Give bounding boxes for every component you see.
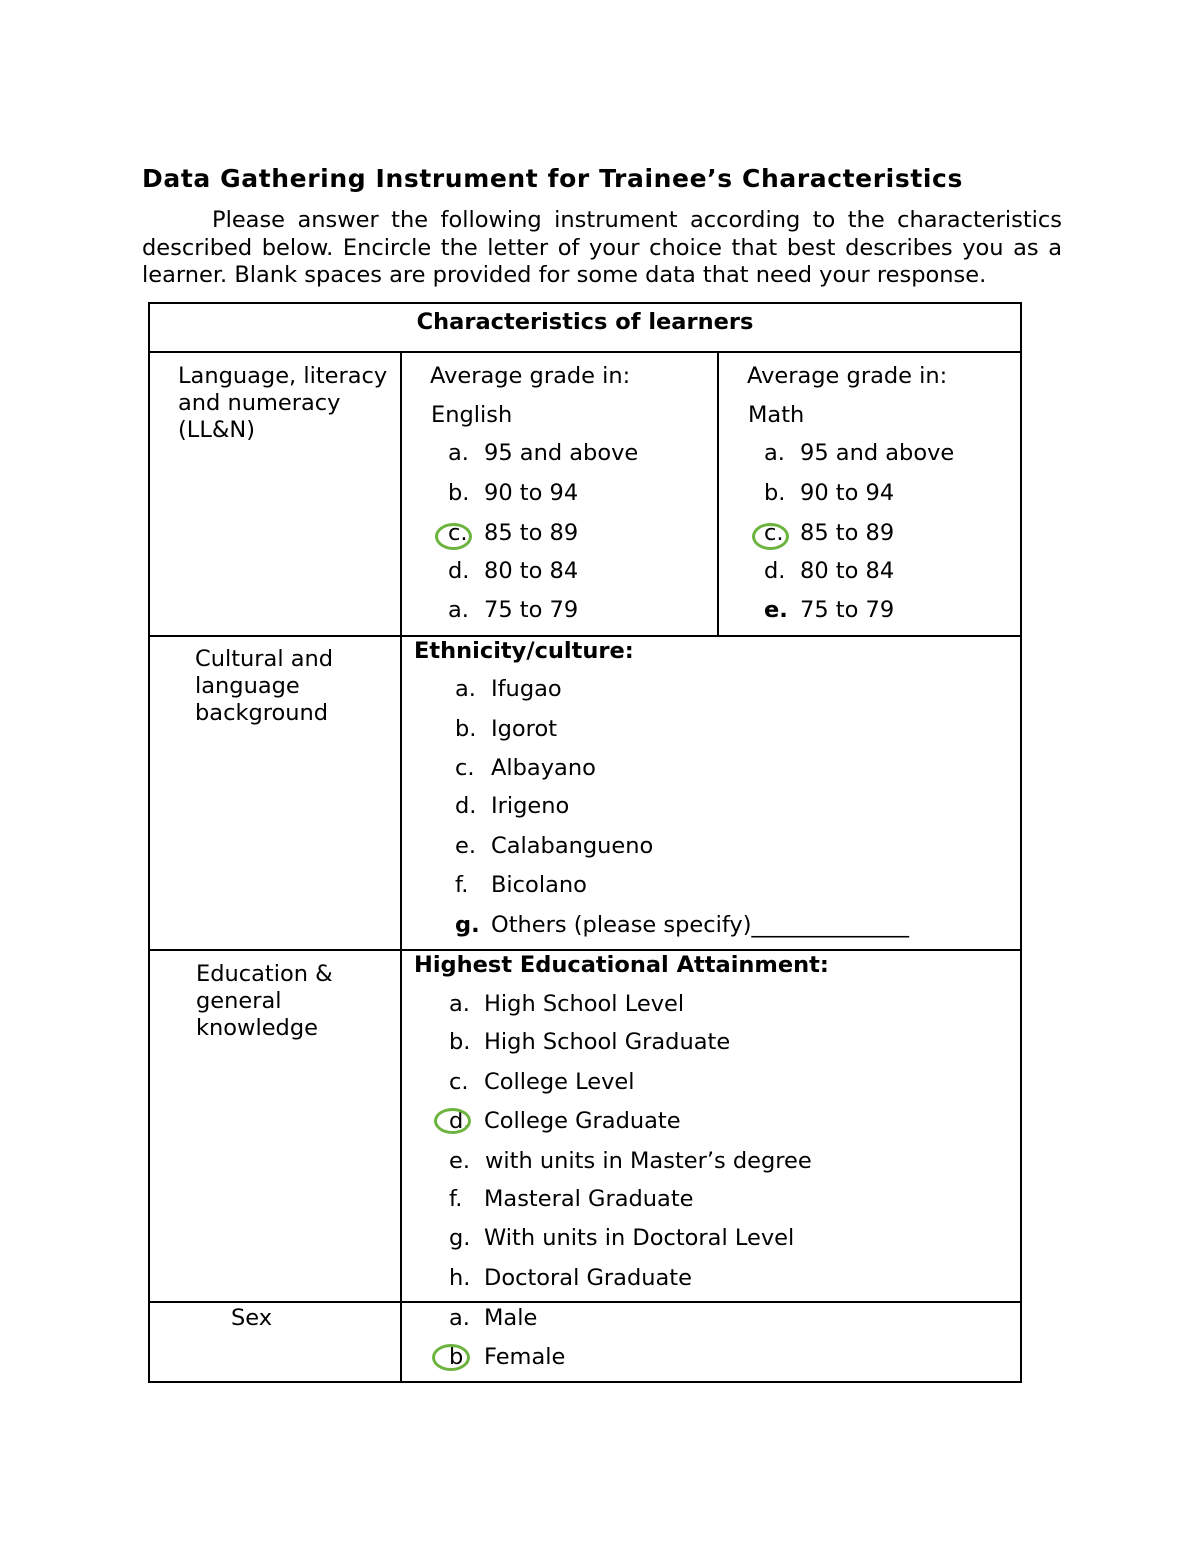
option-letter: g. [455, 912, 480, 938]
option-letter: d. [455, 793, 477, 819]
option-letter: e. [764, 597, 788, 623]
english-heading: Average grade in: [430, 363, 631, 389]
math-heading: Average grade in: [747, 363, 948, 389]
option-text: Doctoral Graduate [484, 1265, 692, 1291]
selected-circle-education [434, 1108, 471, 1134]
option-text: With units in Doctoral Level [484, 1225, 795, 1251]
option-text: 80 to 84 [800, 558, 895, 584]
option-letter: a. [449, 991, 470, 1017]
lln-label: Language, literacy and numeracy (LL&N) [178, 363, 388, 443]
option-text: High School Graduate [484, 1029, 731, 1055]
english-option-b[interactable] [448, 480, 579, 507]
culture-option-a[interactable] [455, 676, 562, 703]
option-text: High School Level [484, 991, 685, 1017]
math-option-a[interactable] [764, 440, 955, 467]
option-text: Masteral Graduate [484, 1186, 694, 1212]
selected-circle-sex [432, 1344, 470, 1371]
culture-option-c[interactable] [455, 755, 596, 782]
option-letter: a. [449, 1305, 470, 1331]
sex-label: Sex [231, 1305, 273, 1331]
culture-heading: Ethnicity/culture: [414, 638, 634, 664]
option-letter: b. [764, 480, 786, 506]
option-text: 80 to 84 [484, 558, 579, 584]
option-text: Igorot [491, 716, 558, 742]
option-letter: h. [449, 1265, 471, 1291]
education-heading: Highest Educational Attainment: [414, 952, 829, 978]
education-option-b[interactable] [449, 1029, 731, 1056]
option-letter: d. [764, 558, 786, 584]
option-text: Bicolano [491, 872, 587, 898]
education-option-e[interactable] [449, 1148, 812, 1175]
option-text: with units in Master’s degree [485, 1148, 812, 1174]
option-letter: c. [455, 755, 475, 781]
option-text: 75 to 79 [484, 597, 579, 623]
option-letter: b. [449, 1029, 471, 1055]
option-letter: e. [449, 1148, 470, 1174]
selected-circle-math [752, 523, 789, 550]
culture-option-e[interactable] [455, 833, 654, 860]
option-letter: g. [449, 1225, 471, 1251]
culture-option-d[interactable] [455, 793, 570, 820]
sex-option-a[interactable] [449, 1305, 538, 1332]
english-option-d[interactable] [448, 558, 579, 585]
option-letter: a. [448, 440, 469, 466]
option-text: 85 to 89 [484, 520, 579, 546]
culture-option-f[interactable] [455, 872, 587, 899]
option-text: 85 to 89 [800, 520, 895, 546]
option-text: 95 and above [800, 440, 955, 466]
option-text: College Level [484, 1069, 635, 1095]
table-header: Characteristics of learners [416, 309, 754, 335]
option-text: Ifugao [491, 676, 562, 702]
option-text: Female [484, 1344, 566, 1370]
option-letter: b. [449, 1344, 471, 1370]
english-subject: English [431, 402, 513, 428]
option-letter: b. [455, 716, 477, 742]
option-text: Irigeno [491, 793, 570, 819]
instructions-paragraph: Please answer the following instrument according to the characteristics described below. Encircle the letter of your choice that best describes you as a learner. Blank spaces are provided for some data that need your response. [142, 207, 1062, 288]
math-option-b[interactable] [764, 480, 895, 507]
culture-label: Cultural and language background [195, 646, 334, 726]
option-letter: c. [448, 520, 468, 546]
math-subject: Math [748, 402, 805, 428]
option-text: Albayano [491, 755, 596, 781]
option-text: Calabangueno [491, 833, 654, 859]
option-letter: c. [449, 1069, 469, 1095]
characteristics-table [148, 302, 1022, 1383]
option-letter: a. [764, 440, 785, 466]
education-label: Education & general knowledge [196, 961, 333, 1041]
page-title: Data Gathering Instrument for Trainee’s Characteristics [142, 164, 963, 193]
selected-circle-english [435, 523, 472, 550]
english-option-e[interactable] [448, 597, 579, 624]
option-text: College Graduate [484, 1108, 681, 1134]
option-letter: d. [449, 1108, 471, 1134]
culture-option-b[interactable] [455, 716, 558, 743]
option-text: Male [484, 1305, 538, 1331]
option-letter: f. [455, 872, 469, 898]
option-text: 90 to 94 [800, 480, 895, 506]
math-option-e[interactable] [764, 597, 895, 624]
option-letter: a. [448, 597, 469, 623]
culture-option-g[interactable] [455, 912, 910, 939]
option-text: 95 and above [484, 440, 639, 466]
option-letter: d. [448, 558, 470, 584]
option-text: Others (please specify)______________ [491, 912, 910, 938]
option-letter: e. [455, 833, 476, 859]
education-option-a[interactable] [449, 991, 685, 1018]
option-letter: b. [448, 480, 470, 506]
option-letter: c. [764, 520, 784, 546]
option-letter: f. [449, 1186, 463, 1212]
option-text: 75 to 79 [800, 597, 895, 623]
education-option-g[interactable] [449, 1225, 795, 1252]
math-option-d[interactable] [764, 558, 895, 585]
option-text: 90 to 94 [484, 480, 579, 506]
education-option-f[interactable] [449, 1186, 694, 1213]
education-option-h[interactable] [449, 1265, 692, 1292]
english-option-a[interactable] [448, 440, 639, 467]
education-option-c[interactable] [449, 1069, 635, 1096]
option-letter: a. [455, 676, 476, 702]
